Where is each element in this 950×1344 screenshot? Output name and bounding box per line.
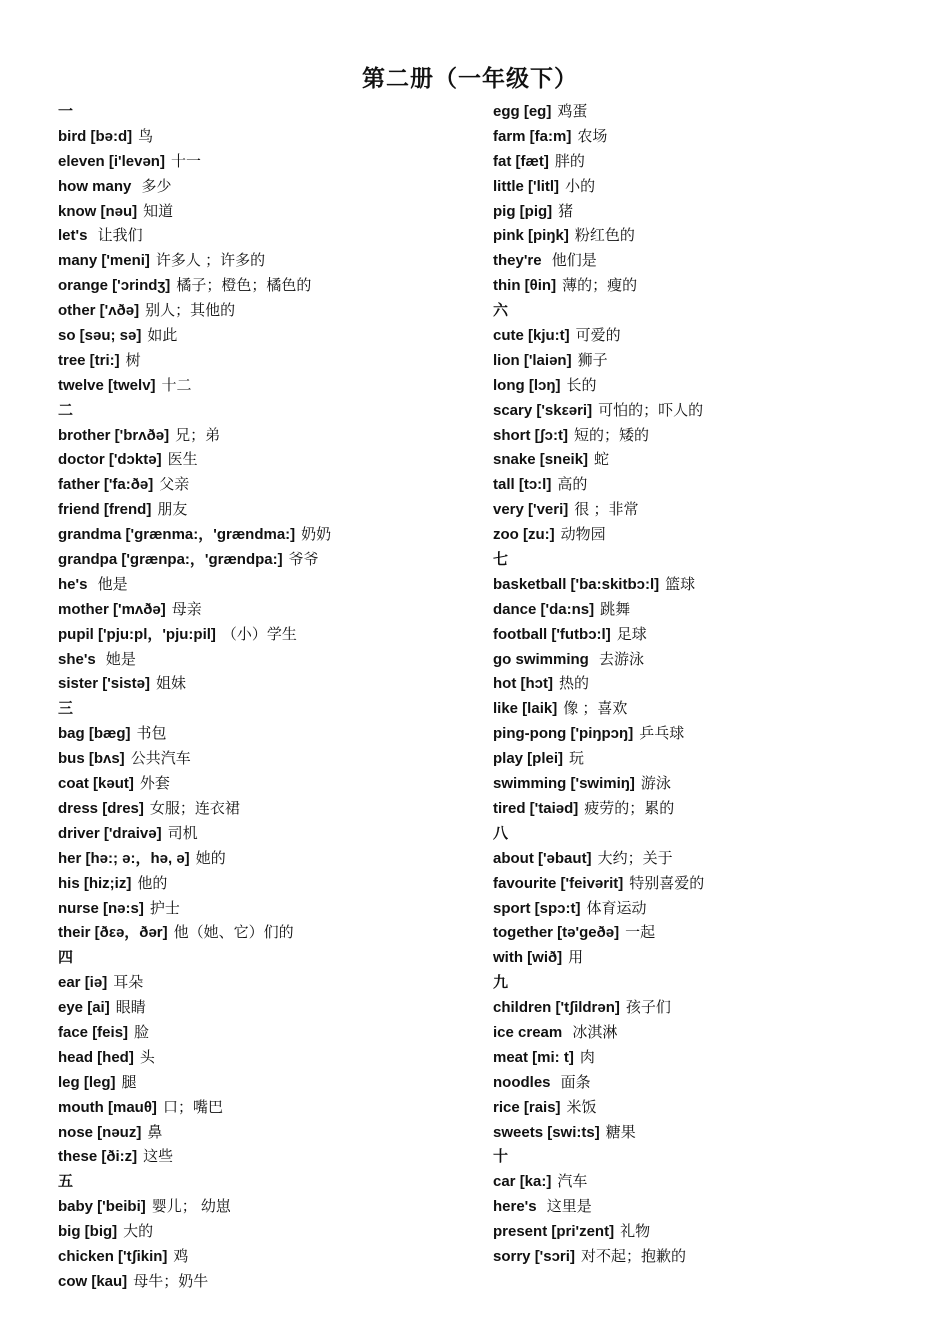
vocab-entry <box>493 1021 913 1046</box>
vocab-entry <box>58 1021 478 1046</box>
vocab-meaning: 头 <box>139 1048 155 1066</box>
vocab-word: tree [tri:] <box>58 351 120 369</box>
vocab-word: about ['əbaut] <box>493 849 592 867</box>
vocab-meaning: 对不起；抱歉的 <box>580 1247 686 1265</box>
vocab-word: eye [ai] <box>58 999 110 1017</box>
vocab-word: children ['tʃildrən] <box>493 999 620 1017</box>
right-column <box>493 100 913 1270</box>
vocab-word: car [ka:] <box>493 1173 552 1191</box>
vocab-word: short [ʃɔ:t] <box>493 426 568 444</box>
vocab-word: coat [kəut] <box>58 775 134 793</box>
vocab-entry <box>58 996 478 1021</box>
vocab-word: dance ['da:ns] <box>493 600 595 618</box>
unit-heading: 一 <box>58 103 74 120</box>
vocab-meaning: 让我们 <box>93 227 143 245</box>
unit-heading: 十 <box>493 1148 509 1166</box>
vocab-word: grandma ['grænma:，'grændma:] <box>58 526 296 544</box>
unit-heading: 六 <box>493 302 509 320</box>
vocab-word: their [ðεə，ðər] <box>58 924 168 942</box>
vocab-meaning: 外套 <box>139 775 170 793</box>
vocab-word: other ['ʌðə] <box>58 302 140 320</box>
vocab-meaning: 足球 <box>616 625 647 643</box>
vocab-meaning: 十二 <box>161 376 192 394</box>
vocab-meaning: 很 ；非常 <box>574 501 639 519</box>
vocab-entry <box>58 872 478 897</box>
vocab-word: grandpa ['grænpa:，'grændpa:] <box>58 551 283 569</box>
vocab-word: she's <box>58 650 96 668</box>
vocab-entry <box>58 399 478 424</box>
vocab-word: head [hed] <box>58 1048 134 1066</box>
vocab-meaning: 可怕的；吓人的 <box>598 401 704 419</box>
vocab-entry <box>58 100 478 125</box>
vocab-word: lion ['laiən] <box>493 351 572 369</box>
vocab-meaning: 游泳 <box>640 775 671 793</box>
vocab-entry <box>493 772 913 797</box>
vocab-meaning: 鸟 <box>138 127 154 145</box>
vocab-entry <box>493 175 913 200</box>
vocab-word: mother ['mʌðə] <box>58 600 166 618</box>
vocab-word: how many <box>58 177 132 195</box>
unit-heading: 八 <box>493 824 509 842</box>
vocab-word: farm [fa:m] <box>493 127 572 145</box>
vocab-meaning: 礼物 <box>620 1223 651 1241</box>
page-title: 第二册（一年级下） <box>362 65 578 91</box>
vocab-word: big [big] <box>58 1223 118 1241</box>
vocab-entry <box>58 1071 478 1096</box>
vocab-entry <box>58 971 478 996</box>
vocab-word: ear [iə] <box>58 974 108 992</box>
vocab-word: sport [spɔ:t] <box>493 899 581 917</box>
vocab-entry <box>493 648 913 673</box>
vocab-word: bird [bə:d] <box>58 127 133 145</box>
vocab-entry <box>493 921 913 946</box>
vocab-entry <box>58 1145 478 1170</box>
unit-heading: 四 <box>58 949 74 967</box>
vocab-word: play [plei] <box>493 750 564 768</box>
vocab-meaning: 书包 <box>136 725 167 743</box>
vocab-word: friend [frend] <box>58 501 152 519</box>
vocab-word: they're <box>493 252 542 270</box>
vocab-meaning: 跳舞 <box>600 600 631 618</box>
vocab-entry <box>58 623 478 648</box>
vocab-word: leg [leg] <box>58 1073 116 1091</box>
vocab-entry <box>58 1270 478 1295</box>
vocab-word: swimming ['swimiŋ] <box>493 775 635 793</box>
vocab-meaning: 树 <box>125 351 141 369</box>
vocab-entry <box>58 697 478 722</box>
vocab-word: zoo [zu:] <box>493 526 555 544</box>
vocab-entry <box>493 847 913 872</box>
unit-heading: 三 <box>58 700 74 718</box>
vocab-meaning: 鸡蛋 <box>557 103 588 120</box>
vocab-entry <box>493 573 913 598</box>
vocab-meaning: 蛇 <box>594 451 610 469</box>
vocab-entry <box>493 1096 913 1121</box>
vocab-word: twelve [twelv] <box>58 376 156 394</box>
vocab-entry <box>493 374 913 399</box>
vocab-word: brother ['brʌðə] <box>58 426 170 444</box>
vocab-word: meat [mi: t] <box>493 1048 574 1066</box>
vocab-word: rice [rais] <box>493 1098 561 1116</box>
vocab-meaning: 篮球 <box>665 575 696 593</box>
vocab-entry <box>493 697 913 722</box>
vocab-meaning: 像 ；喜欢 <box>563 700 628 718</box>
vocab-meaning: 护士 <box>149 899 180 917</box>
vocab-meaning: 小的 <box>565 177 596 195</box>
vocab-word: with [wið] <box>493 949 563 967</box>
vocab-meaning: 司机 <box>167 824 198 842</box>
unit-heading: 七 <box>493 551 509 569</box>
vocab-meaning: 如此 <box>147 327 178 345</box>
vocab-entry <box>493 473 913 498</box>
vocab-word: together [tə'geðə] <box>493 924 620 942</box>
vocab-meaning: 姐妹 <box>155 675 186 693</box>
vocab-meaning: 乒乓球 <box>639 725 685 743</box>
vocab-entry <box>493 722 913 747</box>
vocab-entry <box>58 523 478 548</box>
vocab-meaning: 十一 <box>170 152 201 170</box>
vocab-meaning: 汽车 <box>557 1173 588 1191</box>
vocab-entry <box>58 772 478 797</box>
vocab-word: pig [pig] <box>493 202 553 220</box>
vocab-entry <box>58 1220 478 1245</box>
vocab-meaning: 父亲 <box>159 476 190 494</box>
vocab-word: know [nəu] <box>58 202 138 220</box>
vocab-entry <box>493 249 913 274</box>
vocab-entry <box>493 897 913 922</box>
vocab-entry <box>58 498 478 523</box>
vocab-entry <box>493 1220 913 1245</box>
vocab-word: egg [eg] <box>493 103 552 120</box>
vocab-word: bus [bʌs] <box>58 750 125 768</box>
vocab-meaning: 狮子 <box>577 351 608 369</box>
vocab-meaning: 鸡 <box>173 1247 189 1265</box>
vocab-word: he's <box>58 575 88 593</box>
vocab-entry <box>58 324 478 349</box>
vocab-word: basketball ['ba:skitbɔ:l] <box>493 575 660 593</box>
vocab-entry <box>58 125 478 150</box>
vocab-word: here's <box>493 1198 537 1216</box>
vocab-entry <box>493 523 913 548</box>
vocab-entry <box>493 349 913 374</box>
vocab-word: nose [nəuz] <box>58 1123 142 1141</box>
vocab-entry <box>58 1046 478 1071</box>
vocab-entry <box>58 1096 478 1121</box>
vocab-word: football ['futbɔ:l] <box>493 625 611 643</box>
vocab-word: driver ['draivə] <box>58 824 162 842</box>
vocab-meaning: 腿 <box>121 1073 137 1091</box>
vocab-meaning: 爷爷 <box>288 551 319 569</box>
vocab-meaning: 这些 <box>143 1148 174 1166</box>
vocab-entry <box>493 598 913 623</box>
vocab-entry <box>58 274 478 299</box>
vocab-entry <box>493 1145 913 1170</box>
vocab-entry <box>493 1121 913 1146</box>
vocab-meaning: 体育运动 <box>586 899 647 917</box>
vocab-word: her [hə:; ə:，hə, ə] <box>58 849 190 867</box>
vocab-meaning: 知道 <box>143 202 174 220</box>
unit-heading: 五 <box>58 1173 74 1191</box>
vocab-entry <box>58 648 478 673</box>
vocab-meaning: 脸 <box>134 1023 150 1041</box>
vocab-meaning: 别人；其他的 <box>145 302 236 320</box>
vocab-meaning: 鼻 <box>147 1123 163 1141</box>
vocab-word: long [lɔŋ] <box>493 376 561 394</box>
vocab-word: favourite ['feivərit] <box>493 874 624 892</box>
vocab-entry <box>58 921 478 946</box>
vocab-word: his [hiz;iz] <box>58 874 132 892</box>
vocab-entry <box>58 448 478 473</box>
vocab-word: tired ['taiəd] <box>493 799 579 817</box>
vocab-word: snake [sneik] <box>493 451 589 469</box>
vocab-entry <box>493 822 913 847</box>
vocab-word: so [səu; sə] <box>58 327 142 345</box>
vocab-entry <box>58 672 478 697</box>
vocab-meaning: 橘子；橙色；橘色的 <box>176 277 312 295</box>
vocab-word: many ['meni] <box>58 252 150 270</box>
vocab-meaning: 婴儿； 幼崽 <box>151 1198 231 1216</box>
vocab-word: chicken ['tʃikin] <box>58 1247 168 1265</box>
vocab-entry <box>58 1170 478 1195</box>
vocab-word: tall [tɔ:l] <box>493 476 552 494</box>
vocab-meaning: 一起 <box>625 924 656 942</box>
vocab-word: noodles <box>493 1073 551 1091</box>
vocab-entry <box>493 150 913 175</box>
vocab-entry <box>493 448 913 473</box>
vocab-meaning: 大约；关于 <box>597 849 673 867</box>
vocab-word: go swimming <box>493 650 589 668</box>
vocab-word: dress [dres] <box>58 799 144 817</box>
vocab-meaning: 冰淇淋 <box>568 1023 618 1041</box>
vocab-entry <box>493 100 913 125</box>
vocab-word: orange ['ɔrindʒ] <box>58 277 171 295</box>
vocab-meaning: 胖的 <box>554 152 585 170</box>
vocab-meaning: 奶奶 <box>301 526 332 544</box>
vocab-word: pupil ['pju:pl，'pju:pil] <box>58 625 216 643</box>
vocab-entry <box>493 872 913 897</box>
vocab-meaning: 面条 <box>556 1073 591 1091</box>
vocab-meaning: 玩 <box>569 750 585 768</box>
vocab-entry <box>58 747 478 772</box>
vocab-word: sister ['sistə] <box>58 675 150 693</box>
vocab-meaning: 疲劳的；累的 <box>584 799 675 817</box>
vocab-word: mouth [mauθ] <box>58 1098 157 1116</box>
vocab-meaning: 热的 <box>558 675 589 693</box>
vocab-meaning: 多少 <box>137 177 172 195</box>
vocab-entry <box>493 672 913 697</box>
vocab-meaning: 长的 <box>566 376 597 394</box>
vocab-word: baby ['beibi] <box>58 1198 146 1216</box>
vocab-meaning: 粉红色的 <box>574 227 635 245</box>
vocab-word: father ['fa:ðə] <box>58 476 154 494</box>
vocab-entry <box>58 598 478 623</box>
vocab-entry <box>58 573 478 598</box>
vocab-entry <box>493 1195 913 1220</box>
vocab-meaning: 孩子们 <box>625 999 671 1017</box>
vocab-meaning: 口；嘴巴 <box>162 1098 223 1116</box>
vocab-entry <box>58 175 478 200</box>
vocab-word: very ['veri] <box>493 501 569 519</box>
vocab-entry <box>493 200 913 225</box>
vocab-meaning: 他们是 <box>547 252 597 270</box>
vocab-entry <box>58 200 478 225</box>
vocab-entry <box>493 1071 913 1096</box>
vocab-entry <box>58 299 478 324</box>
vocab-meaning: 他的 <box>137 874 168 892</box>
vocab-word: ice cream <box>493 1023 563 1041</box>
vocab-entry <box>58 548 478 573</box>
left-column <box>58 100 478 1295</box>
vocab-entry <box>58 847 478 872</box>
vocab-word: bag [bæg] <box>58 725 131 743</box>
vocab-entry <box>58 150 478 175</box>
vocab-entry <box>493 224 913 249</box>
vocab-entry <box>493 747 913 772</box>
vocab-entry <box>493 623 913 648</box>
vocab-word: pink [piŋk] <box>493 227 569 245</box>
vocab-word: sweets [swi:ts] <box>493 1123 600 1141</box>
vocab-word: cute [kju:t] <box>493 327 570 345</box>
vocab-meaning: 用 <box>568 949 584 967</box>
vocab-meaning: 猪 <box>558 202 574 220</box>
vocab-meaning: 朋友 <box>157 501 188 519</box>
vocab-word: these [ði:z] <box>58 1148 138 1166</box>
vocab-meaning: 特别喜爱的 <box>629 874 705 892</box>
vocab-meaning: 这里是 <box>542 1198 592 1216</box>
vocab-meaning: 她的 <box>195 849 226 867</box>
unit-heading: 九 <box>493 974 509 992</box>
vocab-entry <box>493 424 913 449</box>
vocab-meaning: 母牛；奶牛 <box>133 1272 209 1290</box>
vocab-entry <box>58 1195 478 1220</box>
vocab-entry <box>58 224 478 249</box>
vocab-entry <box>493 498 913 523</box>
vocab-meaning: 动物园 <box>560 526 606 544</box>
vocab-entry <box>58 797 478 822</box>
vocab-entry <box>58 1245 478 1270</box>
vocab-meaning: 母亲 <box>171 600 202 618</box>
vocab-entry <box>493 548 913 573</box>
vocab-meaning: 大的 <box>123 1223 154 1241</box>
vocab-word: fat [fæt] <box>493 152 549 170</box>
vocab-entry <box>58 473 478 498</box>
vocab-word: nurse [nə:s] <box>58 899 144 917</box>
vocab-word: little ['litl] <box>493 177 560 195</box>
vocab-meaning: 肉 <box>579 1048 595 1066</box>
vocab-meaning: 耳朵 <box>113 974 144 992</box>
vocab-meaning: 薄的；瘦的 <box>562 277 638 295</box>
vocab-word: doctor ['dɔktə] <box>58 451 162 469</box>
vocab-entry <box>58 822 478 847</box>
vocab-meaning: 眼睛 <box>115 999 146 1017</box>
vocab-entry <box>493 299 913 324</box>
vocab-entry <box>493 1170 913 1195</box>
vocab-meaning: 他（她、它）们的 <box>173 924 294 942</box>
vocab-word: like [laik] <box>493 700 558 718</box>
vocab-word: eleven [i'levən] <box>58 152 165 170</box>
vocab-meaning: 许多人 ；许多的 <box>155 252 266 270</box>
vocab-entry <box>58 722 478 747</box>
vocab-meaning: 他是 <box>93 575 128 593</box>
vocab-meaning: （小）学生 <box>221 625 297 643</box>
vocab-meaning: 去游泳 <box>594 650 645 668</box>
vocab-entry <box>58 424 478 449</box>
vocab-entry <box>58 249 478 274</box>
vocab-entry <box>58 897 478 922</box>
vocab-meaning: 农场 <box>577 127 608 145</box>
vocab-meaning: 米饭 <box>566 1098 597 1116</box>
vocab-entry <box>493 971 913 996</box>
vocab-meaning: 医生 <box>167 451 198 469</box>
vocab-entry <box>493 399 913 424</box>
vocab-meaning: 女服；连衣裙 <box>149 799 240 817</box>
vocab-entry <box>493 324 913 349</box>
vocab-word: face [feis] <box>58 1023 129 1041</box>
vocab-entry <box>58 374 478 399</box>
vocab-meaning: 短的；矮的 <box>574 426 650 444</box>
vocab-meaning: 公共汽车 <box>130 750 191 768</box>
vocab-entry <box>493 797 913 822</box>
vocab-word: scary ['skεəri] <box>493 401 593 419</box>
unit-heading: 二 <box>58 401 74 419</box>
vocab-entry <box>493 1046 913 1071</box>
vocab-entry <box>58 1121 478 1146</box>
vocab-word: sorry ['sɔri] <box>493 1247 575 1265</box>
vocab-entry <box>493 125 913 150</box>
vocab-entry <box>58 946 478 971</box>
vocab-word: present [pri'zent] <box>493 1223 615 1241</box>
vocab-entry <box>493 274 913 299</box>
vocab-word: let's <box>58 227 88 245</box>
vocab-word: thin [θin] <box>493 277 557 295</box>
vocab-meaning: 糖果 <box>605 1123 636 1141</box>
vocab-word: cow [kau] <box>58 1272 128 1290</box>
vocab-entry <box>493 1245 913 1270</box>
vocab-meaning: 她是 <box>101 650 136 668</box>
vocab-meaning: 高的 <box>557 476 588 494</box>
vocab-word: hot [hɔt] <box>493 675 553 693</box>
vocab-meaning: 兄；弟 <box>175 426 221 444</box>
vocab-meaning: 可爱的 <box>575 327 621 345</box>
vocab-entry <box>58 349 478 374</box>
vocab-entry <box>493 996 913 1021</box>
vocab-entry <box>493 946 913 971</box>
vocab-word: ping-pong ['piŋpɔŋ] <box>493 725 634 743</box>
